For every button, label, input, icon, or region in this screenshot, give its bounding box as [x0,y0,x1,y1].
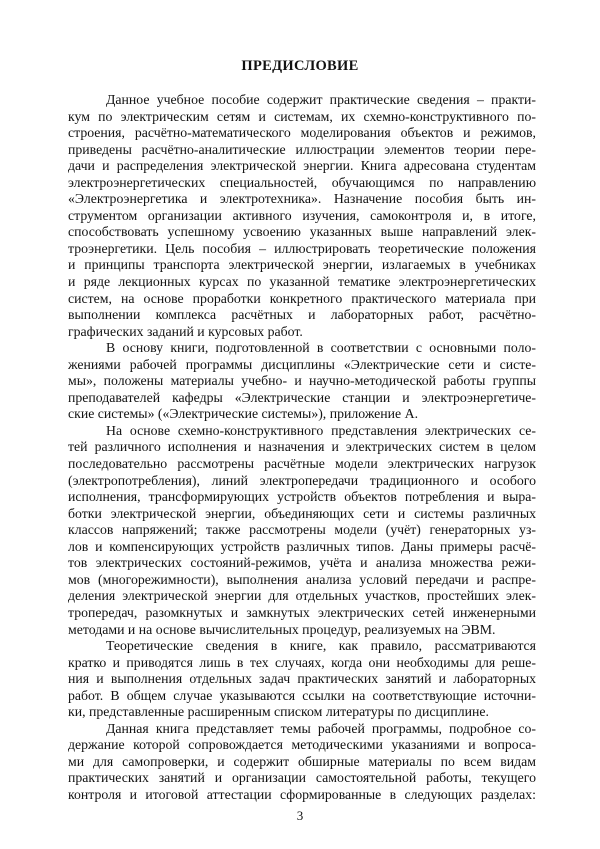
text-line: ми для самопроверки, и содержит обширные материалы по всем видам [68,753,536,769]
text-line: дачи и распределения электрической энергии. Книга адресована студентам [68,158,536,174]
text-line: приведены расчётно-аналитические иллюстрации элементов теории пере- [68,141,536,157]
text-line: ки, представленные расширенным списком литературы по дисциплине. [68,704,489,720]
text-line: ские системы» («Электрические системы»), приложение А. [68,406,419,422]
text-line: контроля и итоговой аттестации сформированные в следующих разделах: [68,786,536,802]
text-line: электроэнергетических специальностей, обучающимся по направлению [68,174,536,190]
text-line: троэнергетики. Цель пособия – иллюстрировать теоретические положения [68,240,536,256]
text-line: деления электрической энергии для отдельных участков, простейших элек- [68,588,536,604]
paragraph [68,721,536,804]
text-line: ния и выполнения отдельных задач практических занятий и лабораторных [68,671,536,687]
text-line: мов (многорежимности), выполнения анализа условий передачи и распре- [68,571,536,587]
text-line: последовательно рассмотрены расчётные модели электрических нагрузок [68,456,536,472]
text-line: классов напряжений; также рассмотрены модели (учёт) генераторных уз- [68,522,536,538]
text-line: Данная книга представляет темы рабочей программы, подробное со- [106,720,536,736]
text-line: кратко и приводятся лишь в тех случаях, когда они необходимы для реше- [68,654,536,670]
text-line: методами и на основе вычислительных процедур, реализуемых на ЭВМ. [68,621,496,637]
text-line: практических занятий и организации самостоятельной работы, текущего [68,770,536,786]
text-line: работ. В общем случае указываются ссылки на соответствующие источни- [68,687,536,703]
text-line: струментом организации активного изучения, самоконтроля и, в итоге, [68,207,536,223]
text-line: строения, расчётно-математического моделирования объектов и режимов, [68,125,536,141]
body-text [68,92,536,804]
text-line: и принципы транспорта электрической энергии, излагаемых в учебниках [68,257,536,273]
text-line: ботки электрической энергии, объединяющих сети и системы различных [68,505,536,521]
text-line: систем, на основе проработки конкретного практического материала при [68,290,536,306]
text-line: графических заданий и курсовых работ. [68,323,303,339]
text-line: преподавателей кафедры «Электрические станции и электроэнергетиче- [68,389,536,405]
text-line: тей различного исполнения и назначения и электрических систем в целом [68,439,536,455]
text-line: тов электрических состояний-режимов, учёта и анализа множества режи- [68,555,536,571]
text-line: держание которой сопровождается методическими указаниями и вопроса- [68,737,536,753]
page-number: 3 [296,808,304,823]
text-line: мы», положены материалы учебно- и научно-методической работы группы [68,373,536,389]
text-line: «Электроэнергетика и электротехника». Назначение пособия быть ин- [68,191,536,207]
text-line: кум по электрическим сетям и системам, их схемно-конструктивного по- [68,108,536,124]
text-line: исполнения, трансформирующих устройств объектов потребления и выра- [68,489,536,505]
paragraph [68,638,536,721]
text-line: В основу книги, подготовленной в соответствии с основными поло- [106,340,536,356]
text-line: На основе схемно-конструктивного представления электрических се- [106,422,536,438]
text-line: Теоретические сведения в книге, как правило, рассматриваются [106,638,536,654]
text-line: тропередач, разомкнутых и замкнутых электрических сетей инженерными [68,604,536,620]
text-line: и ряде лекционных курсах по указанной тематике электроэнергетических [68,274,536,290]
page-title: ПРЕДИСЛОВИЕ [241,58,359,74]
paragraph [68,92,536,340]
paragraph [68,340,536,423]
text-line: способствовать успешному усвоению указанных выше направлений элек- [68,224,536,240]
text-line: Данное учебное пособие содержит практические сведения – практи- [106,92,536,107]
text-line: (электропотребления), линий электропередачи традиционного и особого [68,472,536,488]
text-line: выполнении комплекса расчётных и лабораторных работ, расчётно- [68,307,536,323]
text-line: жениями рабочей программы дисциплины «Электрические сети и систе- [68,356,536,372]
text-line: лов и компенсирующих устройств различных типов. Даны примеры расчё- [68,538,536,554]
paragraph [68,423,536,638]
